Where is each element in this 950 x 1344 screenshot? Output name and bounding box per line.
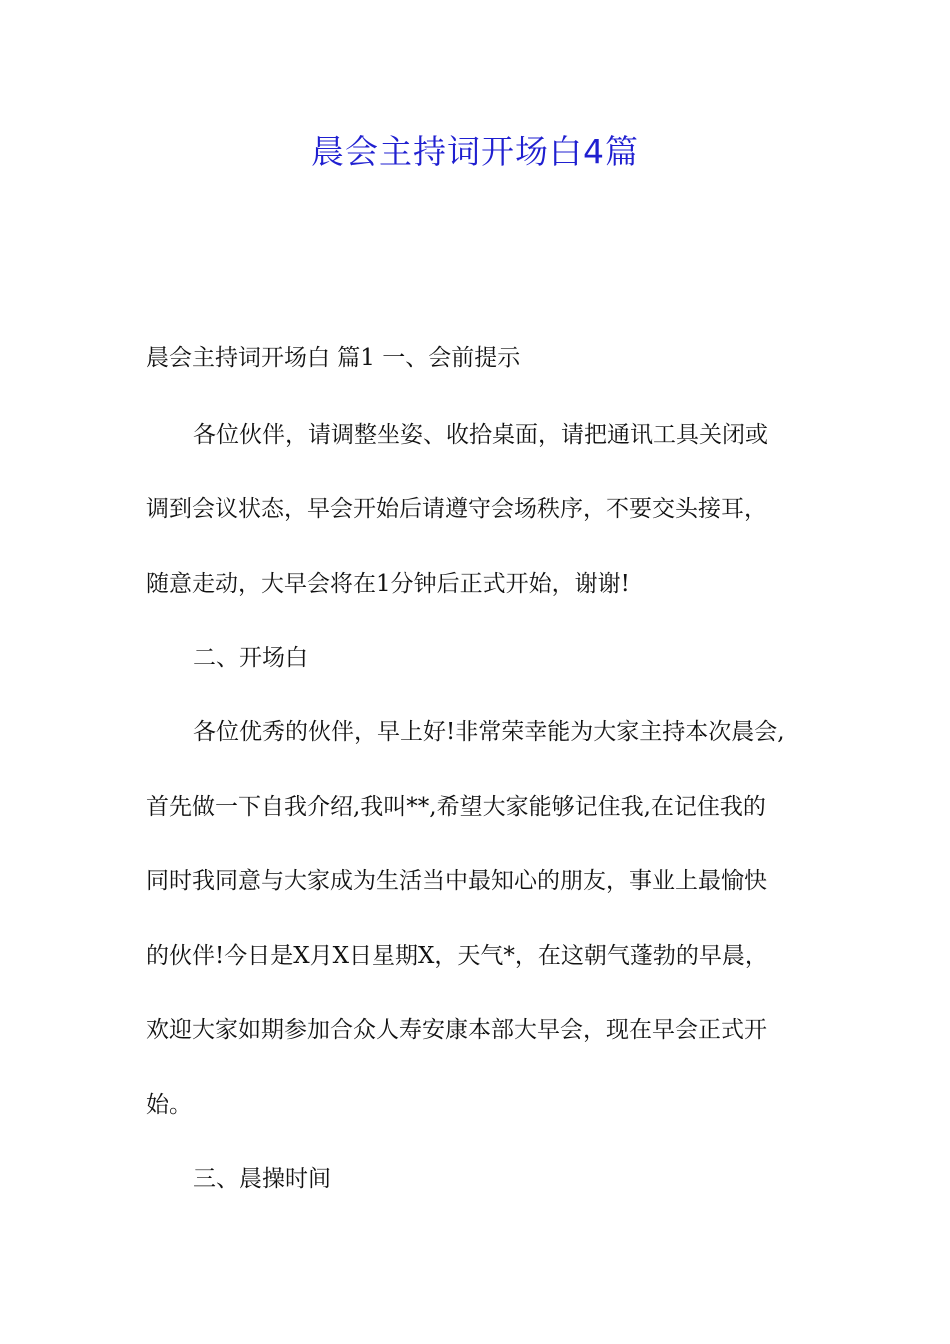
document-title: 晨会主持词开场白4篇 [311, 132, 639, 171]
paragraph-line: 的伙伴!今日是X月X日星期X，天气*，在这朝气蓬勃的早晨， [146, 943, 768, 969]
paragraph-line: 同时我同意与大家成为生活当中最知心的朋友，事业上最愉快 [146, 868, 767, 894]
paragraph-line: 随意走动，大早会将在1分钟后正式开始，谢谢! [146, 571, 630, 597]
section-heading: 二、开场白 [193, 645, 308, 671]
section-heading-line: 晨会主持词开场白 篇1 一、会前提示 [146, 345, 521, 371]
paragraph-line: 欢迎大家如期参加合众人寿安康本部大早会，现在早会正式开 [146, 1017, 767, 1043]
paragraph-line: 调到会议状态，早会开始后请遵守会场秩序，不要交头接耳， [146, 496, 767, 522]
paragraph-line: 始。 [146, 1092, 192, 1118]
paragraph-line: 各位伙伴，请调整坐姿、收拾桌面，请把通讯工具关闭或 [193, 422, 768, 448]
paragraph-line: 首先做一下自我介绍,我叫**,希望大家能够记住我,在记住我的 [146, 794, 766, 820]
section-heading: 三、晨操时间 [193, 1166, 331, 1192]
paragraph-line: 各位优秀的伙伴，早上好!非常荣幸能为大家主持本次晨会, [193, 719, 785, 745]
